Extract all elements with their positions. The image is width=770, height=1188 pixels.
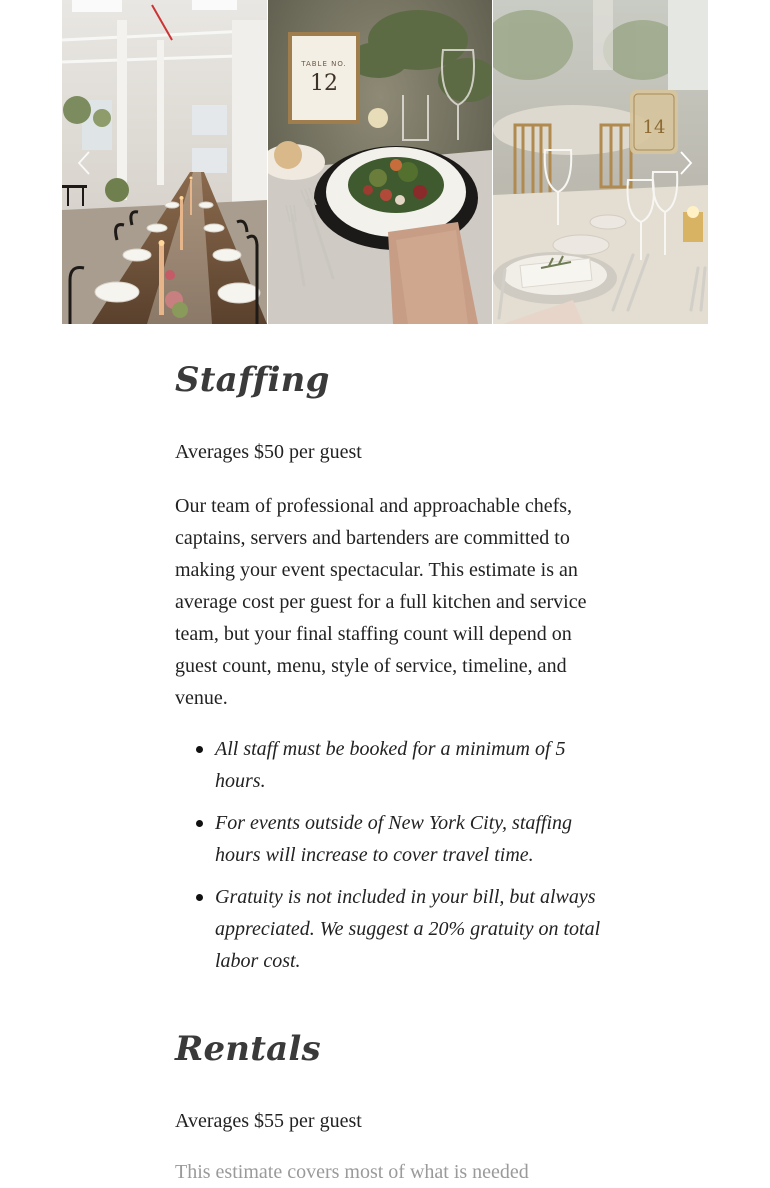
rentals-average-cost: Averages $55 per guest bbox=[175, 1110, 362, 1132]
chevron-left-icon bbox=[77, 150, 91, 176]
rentals-title: Rentals bbox=[175, 1029, 321, 1069]
table-card-number-14: 14 bbox=[642, 117, 666, 138]
gallery-image-plated-salad[interactable] bbox=[267, 0, 492, 324]
bullet-icon bbox=[196, 746, 203, 753]
image-gallery bbox=[62, 0, 708, 324]
staffing-note-item bbox=[175, 733, 605, 797]
gallery-prev-button[interactable] bbox=[74, 148, 94, 178]
staffing-note-text: For events outside of New York City, staffing hours will increase to cover travel time. bbox=[215, 812, 573, 866]
staffing-notes-list bbox=[175, 733, 605, 987]
staffing-description: Our team of professional and approachable chefs, captains, servers and bartenders are committed to making your event spectacular. This estimate is an average cost per guest for a full kitchen and service team, but your final staffing count will depend on guest count, menu, style of service, timeline, and venue. bbox=[175, 495, 587, 709]
rentals-description: This estimate covers most of what is needed bbox=[175, 1161, 529, 1183]
staffing-note-item bbox=[175, 881, 605, 977]
bullet-icon bbox=[196, 820, 203, 827]
gallery-next-button[interactable] bbox=[676, 148, 696, 178]
staffing-note-text: All staff must be booked for a minimum of 5 hours. bbox=[215, 738, 566, 792]
chevron-right-icon bbox=[679, 150, 693, 176]
table-card-number-12: 12 bbox=[310, 71, 338, 96]
bullet-icon bbox=[196, 894, 203, 901]
staffing-title: Staffing bbox=[175, 360, 330, 400]
staffing-note-item bbox=[175, 807, 605, 871]
staffing-note-text: Gratuity is not included in your bill, but always appreciated. We suggest a 20% gratuity on total labor cost. bbox=[215, 886, 601, 972]
table-card-label-12: TABLE NO. bbox=[301, 60, 347, 68]
staffing-average-cost: Averages $50 per guest bbox=[175, 441, 362, 463]
